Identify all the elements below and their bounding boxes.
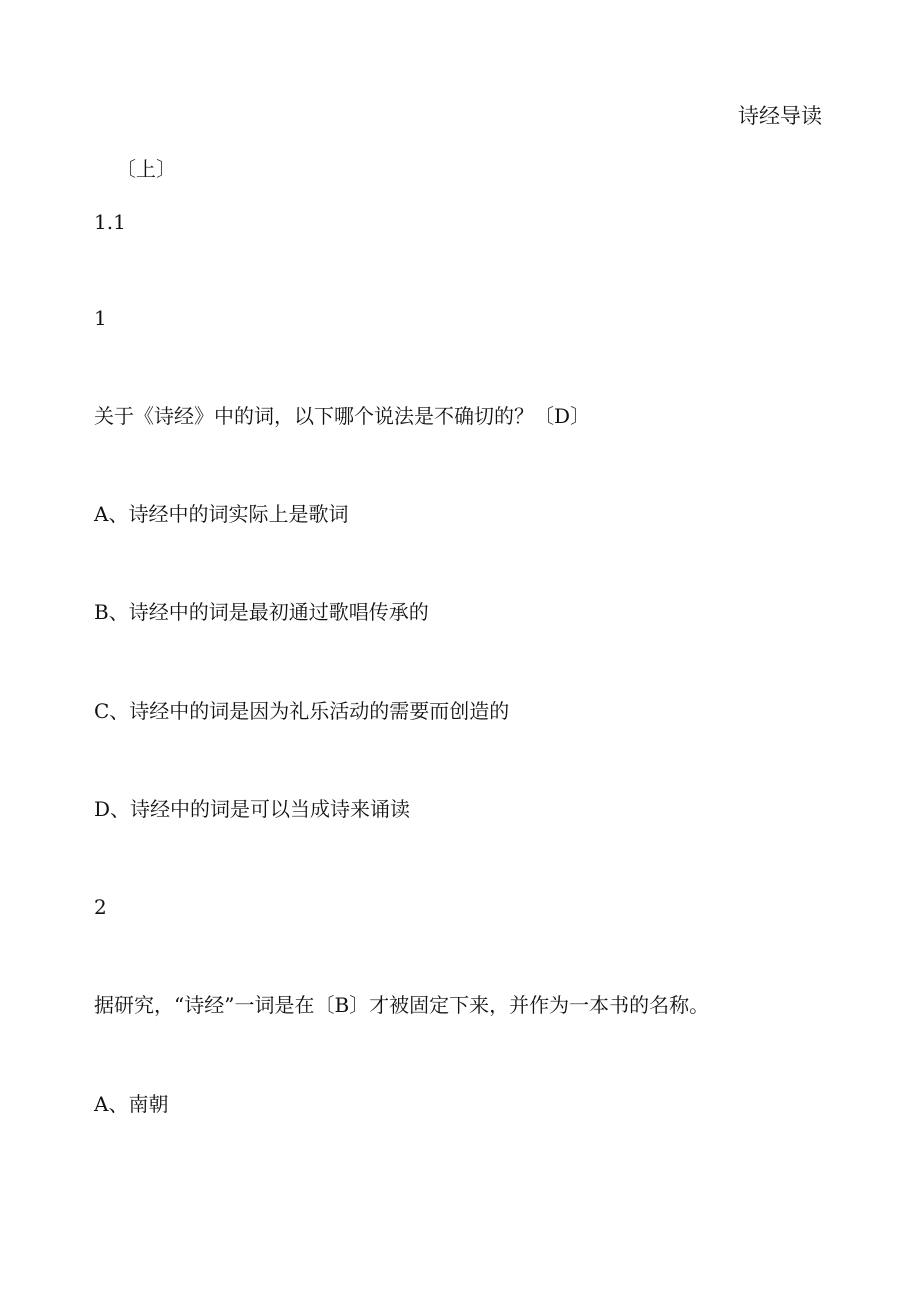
question-number: 2 (94, 895, 107, 919)
option-d: D、诗经中的词是可以当成诗来诵读 (94, 797, 411, 821)
section-number: 1.1 (94, 210, 126, 234)
question-text: 关于《诗经》中的词，以下哪个说法是不确切的？〔D〕 (94, 404, 591, 428)
question-text: 据研究，“诗经”一词是在〔B〕才被固定下来，并作为一本书的名称。 (94, 993, 710, 1017)
option-b: B、诗经中的词是最初通过歌唱传承的 (94, 600, 429, 624)
part-label: 〔上〕 (116, 157, 176, 181)
document-title: 诗经导读 (738, 104, 822, 128)
option-a: A、南朝 (94, 1092, 169, 1116)
question-number: 1 (94, 306, 107, 330)
option-c: C、诗经中的词是因为礼乐活动的需要而创造的 (94, 699, 510, 723)
option-a: A、诗经中的词实际上是歌词 (94, 502, 349, 526)
